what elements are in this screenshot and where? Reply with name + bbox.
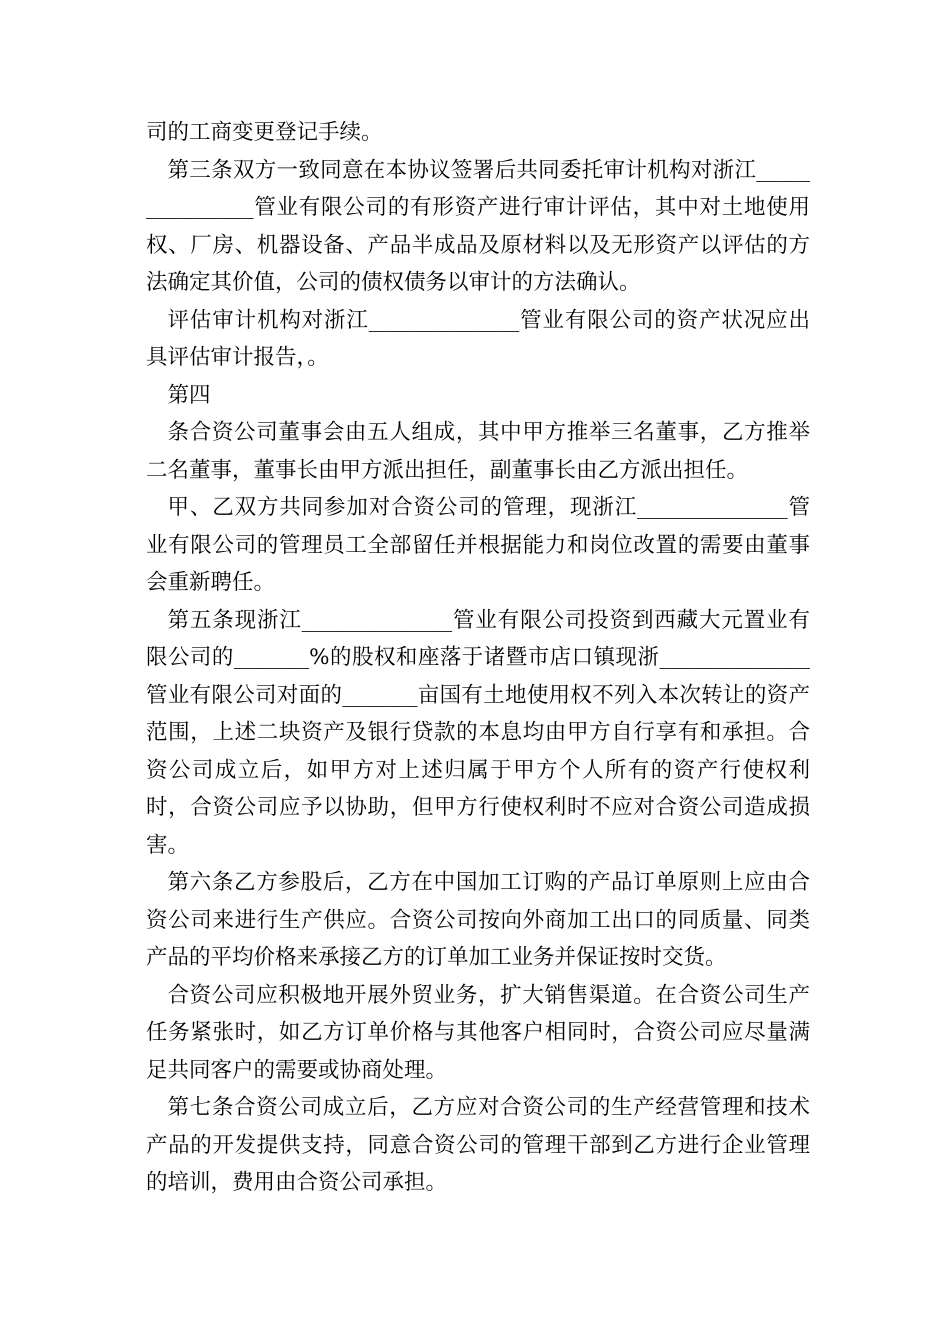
paragraph-audit-report: 评估审计机构对浙江______________管业有限公司的资产状况应出具评估审计报告，。 [146,307,810,370]
paragraph-article-7: 第七条合资公司成立后，乙方应对合资公司的生产经营管理和技术产品的开发提供支持，同意合资公司的管理干部到乙方进行企业管理的培训，费用由合资公司承担。 [146,1095,810,1195]
paragraph-continuation: 司的工商变更登记手续。 [146,120,383,145]
paragraph-article-4-heading: 第四 [167,382,211,408]
paragraph-joint-management: 甲、乙双方共同参加对合资公司的管理，现浙江______________管业有限公司的管理员工全部留任并根据能力和岗位改置的需要由董事会重新聘任。 [146,495,810,595]
paragraph-board-composition: 条合资公司董事会由五人组成，其中甲方推举三名董事，乙方推举二名董事，董事长由甲方派出担任，副董事长由乙方派出担任。 [146,420,810,483]
paragraph-foreign-trade: 合资公司应积极地开展外贸业务，扩大销售渠道。在合资公司生产任务紧张时，如乙方订单价格与其他客户相同时，合资公司应尽量满足共同客户的需要或协商处理。 [146,982,810,1083]
paragraph-article-5: 第五条现浙江______________管业有限公司投资到西藏大元置业有限公司的_______%的股权和座落于诸暨市店口镇现浙______________管业有限公司对面的_______亩国有土地使用权不列入本次转让的资产范围，上述二块资产及银行贷款的本息均由甲方自行享有和承担。合资公司成立后，如甲方对上述归属于甲方个人所有的资产行使权利时，合资公司应予以协助，但甲方行使权利时不应对合资公司造成损害。 [146,607,810,858]
paragraph-article-6: 第六条乙方参股后，乙方在中国加工订购的产品订单原则上应由合资公司来进行生产供应。合资公司按向外商加工出口的同质量、同类产品的平均价格来承接乙方的订单加工业务并保证按时交货。 [146,870,810,970]
paragraph-article-3: 第三条双方一致同意在本协议签署后共同委托审计机构对浙江_______________管业有限公司的有形资产进行审计评估，其中对土地使用权、厂房、机器设备、产品半成品及原材料以及无形资产以评估的方法确定其价值，公司的债权债务以审计的方法确认。 [146,157,810,295]
document-body [146,114,810,1202]
